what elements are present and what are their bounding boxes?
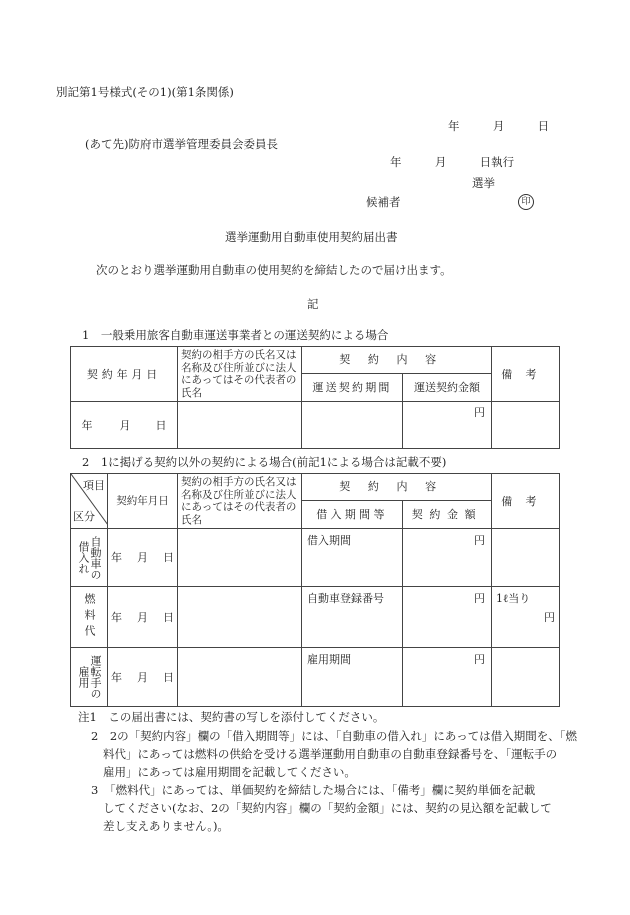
unit-price-yen: 円 [544,611,555,624]
s1-row-remarks [492,402,560,449]
s1-col-date: 契約年月日 [71,347,178,402]
election-day-exec: 日執行 [479,155,515,169]
section2-heading: 2 1に掲げる契約以外の契約による場合(前記1による場合は記載不要) [82,455,447,469]
s2-row-label-driver: 運転手の雇用 [71,648,108,707]
s2-row-remarks [492,529,560,587]
note-line: 料代」にあっては燃料の供給を受ける選挙運動用自動車の自動車登録番号を、「運転手の [103,747,558,761]
s2-row-date: 年 月 日 [108,648,178,707]
s2-row-remarks [492,648,560,707]
s2-corner-item: 項目 [83,479,105,492]
note-line: 注1 この届出書には、契約書の写しを添付してください。 [78,710,385,724]
s2-corner-cell [71,474,108,529]
intro-text: 次のとおり選挙運動用自動車の使用契約を締結したので届け出ます。 [96,263,452,277]
s1-col-remarks: 備考 [492,347,560,402]
note-line: 差し支えありません。)。 [103,819,229,833]
election-year: 年 [390,155,402,169]
s2-row-party [178,648,302,707]
s2-row-amount: 円 [403,529,492,587]
addressee: (あて先)防府市選挙管理委員会委員長 [85,137,278,151]
note-line: 雇用」にあっては雇用期間を記載してください。 [103,765,356,779]
election-label: 選挙 [472,176,495,190]
unit-price-label: 1ℓ当り [496,592,531,605]
submission-date [448,118,549,134]
s2-col-content: 契約内容 [302,474,492,501]
s1-col-party: 契約の相手方の氏名又は名称及び住所並びに法人にあってはその代表者の氏名 [178,347,302,402]
s2-corner-kubun: 区分 [73,510,95,523]
s1-col-content: 契約内容 [302,347,492,374]
date-day: 日 [537,119,550,133]
s2-col-date: 契約年月日 [108,474,178,529]
candidate-label: 候補者 [366,195,401,209]
s2-col-amount: 契約金額 [403,500,492,528]
s2-row-remarks [492,587,560,648]
table-row [71,402,560,449]
s2-row-date: 年 月 日 [108,587,178,648]
table-row [71,529,560,587]
s2-col-period: 借入期間等 [302,500,403,528]
s1-row-amount: 円 [403,402,492,449]
s1-row-period [302,402,403,449]
note-line: 3 「燃料代」にあっては、単価契約を締結した場合には、「備考」欄に契約単価を記載 [91,783,536,797]
note-line: 2 2の「契約内容」欄の「借入期間等」には、「自動車の借入れ」にあっては借入期間を、「燃 [91,729,578,743]
s2-row-party [178,587,302,648]
table-row [71,648,560,707]
document-title: 選挙運動用自動車使用契約届出書 [225,230,398,244]
s2-row-label-car: 自動車の借入れ [71,529,108,587]
s1-col-amount: 運送契約金額 [403,373,492,401]
s1-row-date: 年 月 日 [71,402,178,449]
date-month: 月 [492,119,505,133]
date-year: 年 [448,119,460,133]
s2-row-period: 雇用期間 [302,648,403,707]
election-month: 月 [434,155,447,169]
seal-icon: 印 [518,194,534,210]
table-row [71,587,560,648]
note-line: してください(なお、2の「契約内容」欄の「契約金額」には、契約の見込額を記載して [103,801,552,815]
s1-row-party [178,402,302,449]
s2-row-period: 借入期間 [302,529,403,587]
s2-row-amount: 円 [403,648,492,707]
seal-mark [518,193,534,210]
s2-row-party [178,529,302,587]
election-date [390,154,514,170]
form-number: 別記第1号様式(その1)(第1条関係) [56,85,234,99]
s2-col-remarks: 備考 [492,474,560,529]
section2-table [70,473,560,707]
s2-row-label-fuel: 燃料代 [71,587,108,648]
s2-row-date: 年 月 日 [108,529,178,587]
s2-row-period: 自動車登録番号 [302,587,403,648]
section1-heading: 1 一般乗用旅客自動車運送事業者との運送契約による場合 [82,328,389,342]
s2-col-party: 契約の相手方の氏名又は名称及び住所並びに法人にあってはその代表者の氏名 [178,474,302,529]
s1-col-period: 運送契約期間 [302,373,403,401]
section1-table [70,346,560,449]
ki-mark: 記 [307,297,319,311]
s2-row-amount: 円 [403,587,492,648]
